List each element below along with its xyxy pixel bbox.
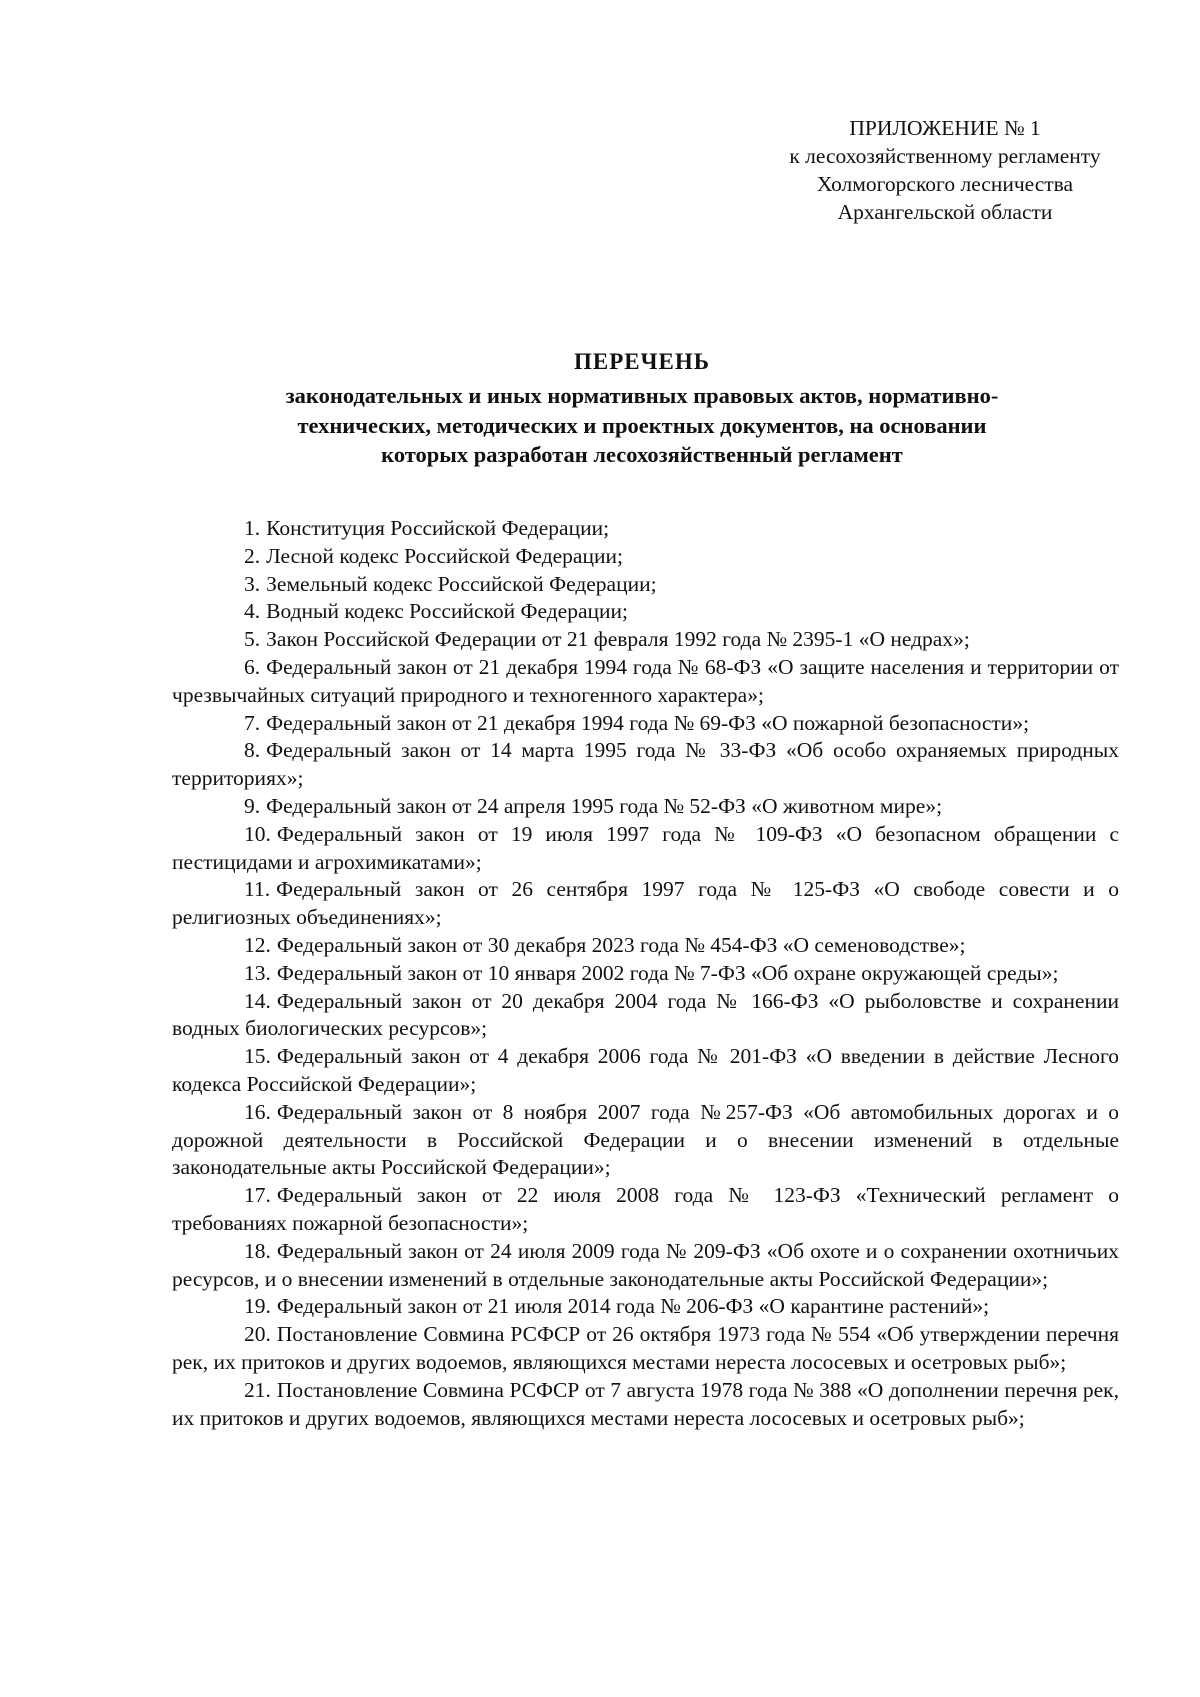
list-item — [172, 932, 1119, 960]
list-item-text: Федеральный закон от 21 декабря 1994 года № 69-ФЗ «О пожарной безопасности»; — [266, 710, 1030, 735]
appendix-number: ПРИЛОЖЕНИЕ № 1 — [849, 116, 1041, 140]
list-item-number: 14. — [244, 988, 271, 1013]
list-item-text: Постановление Совмина РСФСР от 26 октября 1973 года № 554 «Об утверждении перечня рек, их притоков и других водоемов, являющихся местами нереста лососевых и осетровых рыб»; — [172, 1322, 1119, 1374]
list-item — [172, 1293, 1119, 1321]
list-item-number: 21. — [244, 1377, 271, 1402]
list-item — [172, 1321, 1119, 1377]
list-item-text: Федеральный закон от 24 июля 2009 года № 209-ФЗ «Об охоте и о сохранении охотничьих ресурсов, и о внесении изменений в отдельные законодательные акты Российской Федерации»; — [172, 1238, 1119, 1291]
list-item — [172, 876, 1119, 932]
list-item-text: Федеральный закон от 22 июля 2008 года № 123-ФЗ «Технический регламент о требованиях пожарной безопасности»; — [172, 1183, 1119, 1235]
list-item-text: Конституция Российской Федерации; — [266, 516, 610, 540]
list-item — [172, 793, 1119, 821]
appendix-forestry: Холмогорского лесничества — [816, 172, 1074, 196]
list-item-number: 15. — [244, 1044, 271, 1069]
list-item — [172, 1099, 1119, 1182]
list-item-number: 2. — [244, 543, 261, 568]
list-item-text: Федеральный закон от 30 декабря 2023 года № 454-ФЗ «О семеноводстве»; — [276, 932, 966, 957]
list-item-number: 9. — [244, 793, 261, 818]
list-item-text: Федеральный закон от 24 апреля 1995 года № 52-ФЗ «О животном мире»; — [266, 793, 943, 818]
title-heading: ПЕРЕЧЕНЬ — [574, 349, 710, 374]
list-item-text: Федеральный закон от 4 декабря 2006 года № 201-ФЗ «О введении в действие Лесного кодекса Российской Федерации»; — [172, 1044, 1119, 1096]
list-item-text: Федеральный закон от 20 декабря 2004 года № 166-ФЗ «О рыболовстве и сохранении водных биологических ресурсов»; — [172, 988, 1119, 1041]
acts-list — [172, 515, 1119, 1432]
title-line-3: которых разработан лесохозяйственный регламент — [381, 442, 903, 467]
document-title — [172, 348, 1112, 470]
list-item — [172, 710, 1119, 738]
title-line-2: технических, методических и проектных документов, на основании — [297, 412, 987, 438]
list-item — [172, 960, 1119, 988]
list-item-text: Федеральный закон от 14 марта 1995 года № 33-ФЗ «Об особо охраняемых природных территориях»; — [172, 738, 1119, 791]
list-item — [172, 1377, 1119, 1433]
title-subheading — [172, 381, 1112, 470]
list-item-text: Водный кодекс Российской Федерации; — [266, 599, 629, 624]
list-item-number: 7. — [244, 710, 261, 735]
list-item-number: 18. — [244, 1238, 271, 1263]
list-item — [172, 737, 1119, 793]
list-item — [172, 1182, 1119, 1238]
list-item — [172, 1043, 1119, 1099]
list-item — [172, 821, 1119, 877]
list-item-text: Лесной кодекс Российской Федерации; — [266, 543, 623, 568]
list-item — [172, 1238, 1119, 1294]
list-item-text: Федеральный закон от 10 января 2002 года № 7-ФЗ «Об охране окружающей среды»; — [276, 960, 1059, 985]
list-item-text: Федеральный закон от 8 ноября 2007 года №257-ФЗ «Об автомобильных дорогах и о дорожной деятельности в Российской Федерации и о внесении изменений в отдельные законодательные акты Российской Федерации»; — [172, 1099, 1119, 1180]
appendix-reference: к лесохозяйственному регламенту — [789, 144, 1101, 168]
list-item — [172, 654, 1119, 710]
list-item-number: 11. — [244, 877, 271, 902]
list-item-number: 4. — [244, 599, 261, 624]
list-item-number: 8. — [244, 738, 261, 763]
list-item — [172, 626, 1119, 654]
list-item — [172, 543, 1119, 571]
appendix-region: Архангельской области — [837, 200, 1053, 224]
list-item-number: 17. — [244, 1183, 271, 1208]
list-item-number: 16. — [244, 1099, 271, 1124]
list-item-text: Федеральный закон от 21 декабря 1994 года № 68-ФЗ «О защите населения и территории от чрезвычайных ситуаций природного и техногенного характера»; — [172, 654, 1119, 707]
list-item-number: 5. — [244, 627, 261, 652]
list-item-number: 20. — [244, 1322, 271, 1347]
list-item-text: Федеральный закон от 26 сентября 1997 года № 125-ФЗ «О свободе совести и о религиозных объединениях»; — [172, 877, 1119, 930]
list-item-text: Федеральный закон от 21 июля 2014 года № 206-ФЗ «О карантине растений»; — [276, 1294, 990, 1319]
list-item-text: Федеральный закон от 19 июля 1997 года № 109-ФЗ «О безопасном обращении с пестицидами и агрохимикатами»; — [172, 821, 1119, 874]
list-item-number: 12. — [244, 932, 271, 957]
list-item-number: 1. — [244, 516, 261, 540]
list-item-text: Постановление Совмина РСФСР от 7 августа 1978 года № 388 «О дополнении перечня рек, их притоков и других водоемов, являющихся местами нереста лососевых и осетровых рыб»; — [172, 1377, 1119, 1430]
list-item — [172, 988, 1119, 1044]
list-item-text: Земельный кодекс Российской Федерации; — [266, 571, 657, 596]
list-item-number: 6. — [244, 654, 261, 679]
list-item-number: 19. — [244, 1294, 271, 1319]
list-item — [172, 571, 1119, 599]
list-item — [172, 515, 1119, 543]
list-item-text: Закон Российской Федерации от 21 февраля 1992 года № 2395-1 «О недрах»; — [266, 627, 970, 652]
list-item-number: 3. — [244, 571, 261, 596]
list-item-number: 13. — [244, 960, 271, 985]
appendix-header — [760, 114, 1130, 226]
list-item-number: 10. — [244, 821, 271, 846]
list-item — [172, 598, 1119, 626]
title-line-1: законодательных и иных нормативных правовых актов, нормативно- — [285, 383, 999, 408]
